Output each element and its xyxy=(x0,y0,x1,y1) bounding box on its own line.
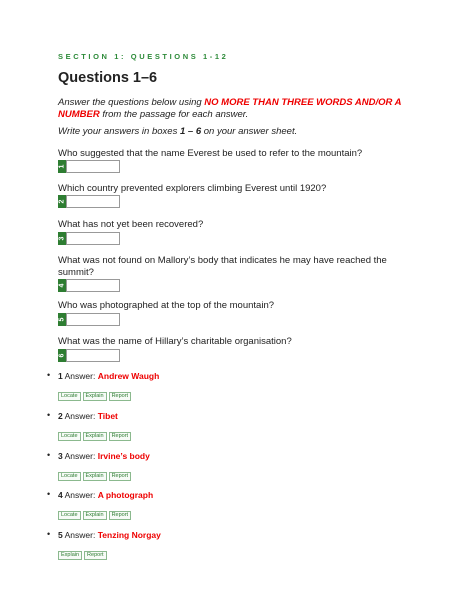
question-number: 3 xyxy=(58,236,66,241)
bullet: • xyxy=(47,489,51,499)
question-text: What has not yet been recovered? xyxy=(58,219,204,230)
instructions-text-end: on your answer sheet. xyxy=(201,126,298,137)
instructions-text: Answer the questions below using xyxy=(58,97,205,108)
report-button[interactable]: Report xyxy=(84,551,107,560)
bullet: • xyxy=(47,410,51,420)
answer-item xyxy=(47,370,160,381)
explain-button[interactable]: Explain xyxy=(83,472,107,481)
question-number-badge xyxy=(58,313,66,326)
explain-button[interactable]: Explain xyxy=(83,432,107,441)
answer-input[interactable] xyxy=(66,313,120,326)
answer-number: 1 xyxy=(58,371,63,381)
answer-actions xyxy=(58,432,131,441)
answer-value: Andrew Waugh xyxy=(97,371,160,381)
answer-item xyxy=(47,410,118,421)
answer-number: 2 xyxy=(58,411,63,421)
answer-actions xyxy=(58,551,107,560)
question-number-badge xyxy=(58,160,66,173)
answer-label: Answer: xyxy=(64,490,96,500)
answer-value: A photograph xyxy=(97,490,154,500)
instructions-line-2 xyxy=(58,126,428,138)
answer-number: 4 xyxy=(58,490,63,500)
answer-value: Tenzing Norgay xyxy=(97,530,161,540)
locate-button[interactable]: Locate xyxy=(58,472,81,481)
answer-actions xyxy=(58,511,131,520)
answer-label: Answer: xyxy=(64,530,96,540)
question-number: 2 xyxy=(58,199,66,204)
answer-value: Tibet xyxy=(97,411,118,421)
locate-button[interactable]: Locate xyxy=(58,392,81,401)
bullet: • xyxy=(47,529,51,539)
instructions-emphasis: NO MORE THAN THREE WORDS AND/OR A NUMBER xyxy=(58,97,402,120)
answer-input[interactable] xyxy=(66,279,120,292)
instructions-text: Write your answers in boxes xyxy=(58,126,180,137)
explain-button[interactable]: Explain xyxy=(83,511,107,520)
answer-label: Answer: xyxy=(64,451,96,461)
answer-label: Answer: xyxy=(64,371,96,381)
question-number-badge xyxy=(58,279,66,292)
answer-value: Irvine’s body xyxy=(97,451,150,461)
question-text: Who was photographed at the top of the mountain? xyxy=(58,300,275,311)
report-button[interactable]: Report xyxy=(109,472,132,481)
question-text: Which country prevented explorers climbing Everest until 1920? xyxy=(58,183,327,194)
bullet: • xyxy=(47,370,51,380)
question-text: What was not found on Mallory’s body that indicates he may have reached the summit? xyxy=(58,255,387,278)
question-number: 4 xyxy=(58,283,66,288)
answer-input[interactable] xyxy=(66,160,120,173)
page-title: Questions 1–6 xyxy=(58,70,158,86)
answer-number: 5 xyxy=(58,530,63,540)
answer-input[interactable] xyxy=(66,349,120,362)
explain-button[interactable]: Explain xyxy=(58,551,82,560)
section-label: SECTION 1: QUESTIONS 1-12 xyxy=(58,52,229,61)
question-number: 1 xyxy=(58,164,66,169)
report-button[interactable]: Report xyxy=(109,432,132,441)
answer-input[interactable] xyxy=(66,232,120,245)
instructions-box-range: 1 – 6 xyxy=(179,126,202,137)
locate-button[interactable]: Locate xyxy=(58,432,81,441)
question-text: Who suggested that the name Everest be used to refer to the mountain? xyxy=(58,148,363,159)
answer-item xyxy=(47,529,161,540)
answer-input[interactable] xyxy=(66,195,120,208)
report-button[interactable]: Report xyxy=(109,511,132,520)
question-number-badge xyxy=(58,195,66,208)
answer-actions xyxy=(58,392,131,401)
question-number-badge xyxy=(58,232,66,245)
question-number-badge xyxy=(58,349,66,362)
instructions-text-end: from the passage for each answer. xyxy=(99,109,249,120)
locate-button[interactable]: Locate xyxy=(58,511,81,520)
answer-item xyxy=(47,450,150,461)
bullet: • xyxy=(47,450,51,460)
question-number: 6 xyxy=(58,353,66,358)
question-number: 5 xyxy=(58,317,66,322)
answer-item xyxy=(47,489,154,500)
question-text: What was the name of Hillary’s charitable organisation? xyxy=(58,336,292,347)
answer-actions xyxy=(58,472,131,481)
report-button[interactable]: Report xyxy=(109,392,132,401)
explain-button[interactable]: Explain xyxy=(83,392,107,401)
answer-label: Answer: xyxy=(64,411,96,421)
instructions-line-1 xyxy=(58,97,428,121)
answer-number: 3 xyxy=(58,451,63,461)
